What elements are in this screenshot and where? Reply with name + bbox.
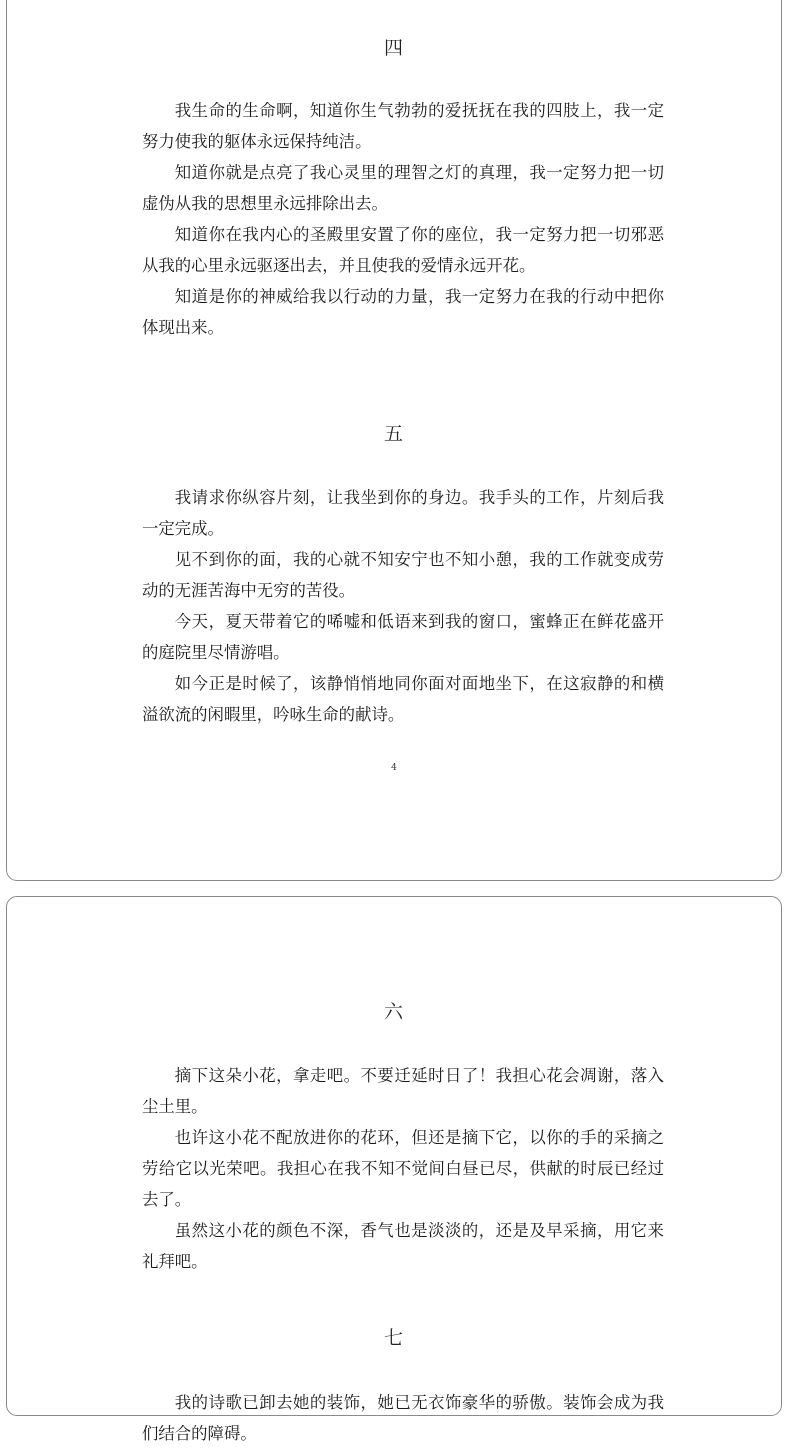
paragraph: 我请求你纵容片刻，让我坐到你的身边。我手头的工作，片刻后我一定完成。: [142, 488, 664, 538]
paragraph: 我的诗歌已卸去她的装饰，她已无衣饰豪华的骄傲。装饰会成为我们结合的障碍。: [142, 1393, 664, 1443]
section-heading-five: 五: [383, 423, 404, 445]
document-page-1: [6, 0, 782, 881]
paragraph: 虽然这小花的颜色不深，香气也是淡淡的，还是及早采摘，用它来礼拜吧。: [142, 1221, 664, 1271]
page-number: 4: [391, 763, 397, 773]
section-body-four: [142, 95, 664, 343]
paragraph: 知道你在我内心的圣殿里安置了你的座位，我一定努力把一切邪恶从我的心里永远驱逐出去，并且使我的爱情永远开花。: [142, 225, 664, 275]
section-body-five: [142, 482, 664, 730]
section-heading-six: 六: [383, 1001, 404, 1023]
paragraph: 见不到你的面，我的心就不知安宁也不知小憩，我的工作就变成劳动的无涯苦海中无穷的苦役。: [142, 550, 664, 600]
paragraph: 知道你就是点亮了我心灵里的理智之灯的真理，我一定努力把一切虚伪从我的思想里永远排除出去。: [142, 163, 664, 213]
document-page-2: [6, 896, 782, 1443]
section-heading-seven: 七: [383, 1327, 404, 1349]
paragraph: 知道是你的神威给我以行动的力量，我一定努力在我的行动中把你体现出来。: [142, 287, 664, 337]
section-body-seven: [142, 1387, 664, 1449]
paragraph: 我生命的生命啊，知道你生气勃勃的爱抚抚在我的四肢上，我一定努力使我的躯体永远保持纯洁。: [142, 101, 664, 151]
section-body-six: [142, 1060, 664, 1277]
section-heading-four: 四: [383, 37, 404, 59]
paragraph: 今天，夏天带着它的唏嘘和低语来到我的窗口，蜜蜂正在鲜花盛开的庭院里尽情游唱。: [142, 612, 664, 662]
paragraph: 如今正是时候了，该静悄悄地同你面对面地坐下，在这寂静的和横溢欲流的闲暇里，吟咏生命的献诗。: [142, 674, 664, 724]
paragraph: 也许这小花不配放进你的花环，但还是摘下它，以你的手的采摘之劳给它以光荣吧。我担心在我不知不觉间白昼已尽，供献的时辰已经过去了。: [142, 1128, 664, 1209]
paragraph: 摘下这朵小花，拿走吧。不要迁延时日了！我担心花会凋谢，落入尘土里。: [142, 1066, 664, 1116]
